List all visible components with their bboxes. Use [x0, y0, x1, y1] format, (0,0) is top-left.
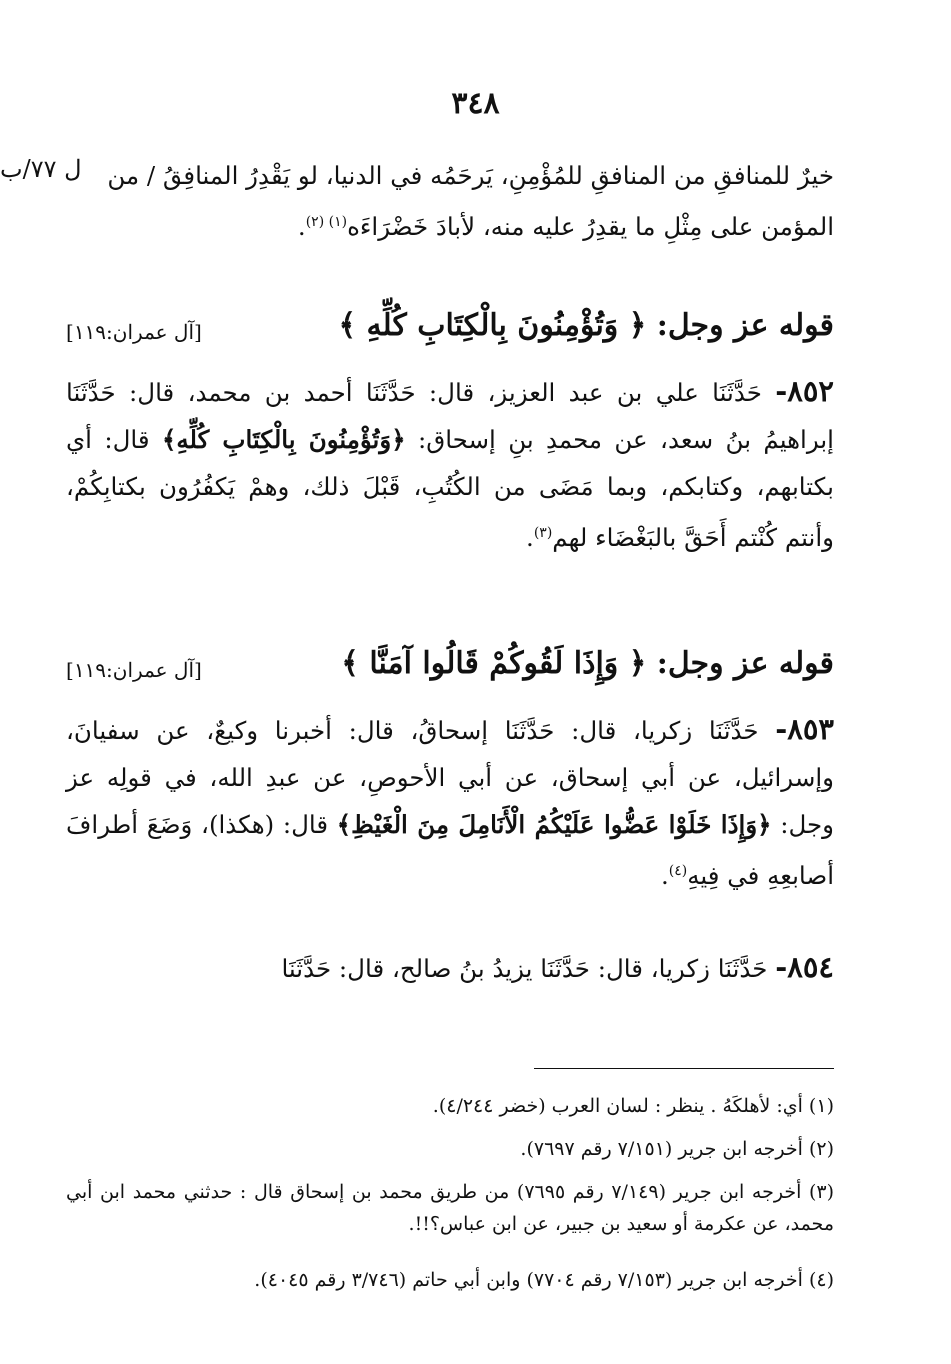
intro-line-2: [66, 199, 834, 250]
hadith-text: حَدَّثَنَا علي بن عبد العزيز، قال: حَدَّثَنَا أحمد بن محمد، قال: حَدَّثَنَا إبراهيمُ بنُ سعد، عن محمدِ بنِ إسحاق:: [66, 378, 834, 454]
hadith-number: ٨٥٤-: [775, 950, 834, 984]
hadith-854: [66, 944, 834, 992]
heading-lead: قوله عز وجل:: [656, 308, 834, 343]
footnote-marks: (١) (٢): [305, 214, 348, 230]
hadith-text-continued: قال: أي بكتابهم، وكتابكم، وبما مَضَى من الكُتُبِ، قَبْلَ ذلك، وهمْ يَكفُرُون بكتابِكُمْ، وأنتم كُنْتم أَحَقَّ بالبَغْضَاء لهم: [66, 425, 834, 553]
footnote-3: (٣) أخرجه ابن جرير (٧/١٤٩ رقم ٧٦٩٥) من طريق محمد بن إسحاق قال : حدثني محمد ابن أبي محمد، عن عكرمة أو سعيد بن جبير، عن ابن عباس؟!!.: [66, 1181, 835, 1235]
hadith-number: ٨٥٢-: [775, 374, 834, 408]
quran-quote: ﴿وَإِذَا خَلَوْا عَضُّوا عَلَيْكُمُ الْأَنَامِلَ مِنَ الْغَيْظِ﴾: [336, 810, 772, 839]
footnote-mark: (٣): [533, 525, 553, 541]
margin-reference: ل ٧٧/ب: [0, 155, 82, 183]
hadith-text: حَدَّثَنَا زكريا، قال: حَدَّثَنَا إسحاقُ، قال: أخبرنا وكيعٌ، عن سفيانَ، وإسرائيل، عن أبي إسحاق، عن أبي الأحوصِ، عن عبدِ الله، في قولِه عز وجل:: [66, 716, 834, 839]
section-heading-2-text: [341, 646, 834, 681]
page-number: ٣٤٨: [451, 86, 500, 121]
hadith-text-continued: قال: (هكذا)، وَضَعَ أطرافَ أصابعِهِ في فِيهِ: [66, 810, 834, 891]
footnote-1: (١) أي: لأهلكَهُ . ينظر : لسان العرب (خضر ٤/٢٤٤).: [432, 1095, 834, 1117]
intro-line-1: خيرٌ للمنافقِ من المنافقِ للمُؤْمِنِ، يَرحَمُه في الدنيا، لو يَقْدِرُ المنافِقُ / من: [107, 161, 834, 190]
footnote-mark: (٤): [668, 863, 688, 879]
footnote-2: (٢) أخرجه ابن جرير (٧/١٥١ رقم ٧٦٩٧).: [520, 1138, 834, 1160]
intro-end: .: [297, 212, 306, 242]
sentence-end: .: [660, 861, 669, 891]
section-heading-2: [66, 646, 834, 702]
hadith-853: [66, 706, 834, 899]
heading-lead: قوله عز وجل:: [656, 646, 834, 681]
surah-reference: [آل عمران:١١٩]: [66, 320, 202, 344]
hadith-text: حَدَّثَنَا زكريا، قال: حَدَّثَنَا يزيدُ بنُ صالح، قال: حَدَّثَنَا: [281, 954, 768, 983]
heading-quran-quote: ﴿ وَتُؤْمِنُونَ بِالْكِتَابِ كُلِّهِ ﴾: [338, 308, 647, 343]
surah-reference: [آل عمران:١١٩]: [66, 658, 202, 682]
section-heading-1: [66, 308, 834, 364]
quran-quote: ﴿وَتُؤْمِنُونَ بِالْكِتَابِ كُلِّهِ﴾: [162, 425, 406, 454]
footnote-4: (٤) أخرجه ابن جرير (٧/١٥٣ رقم ٧٧٠٤) وابن أبي حاتم (٣/٧٤٦ رقم ٤٠٤٥).: [254, 1269, 834, 1291]
hadith-number: ٨٥٣-: [775, 712, 834, 746]
intro-paragraph: [66, 152, 834, 250]
heading-quran-quote: ﴿ وَإِذَا لَقُوكُمْ قَالُوا آمَنَّا ﴾: [341, 646, 647, 681]
section-heading-1-text: [338, 308, 834, 343]
hadith-852: [66, 368, 834, 561]
sentence-end: .: [526, 523, 534, 553]
intro-line-2-text: المؤمن على مِثْلِ ما يقدِرُ عليه منه، لأبادَ خَضْرَاءَه: [347, 212, 834, 242]
footnote-divider: [534, 1068, 834, 1069]
